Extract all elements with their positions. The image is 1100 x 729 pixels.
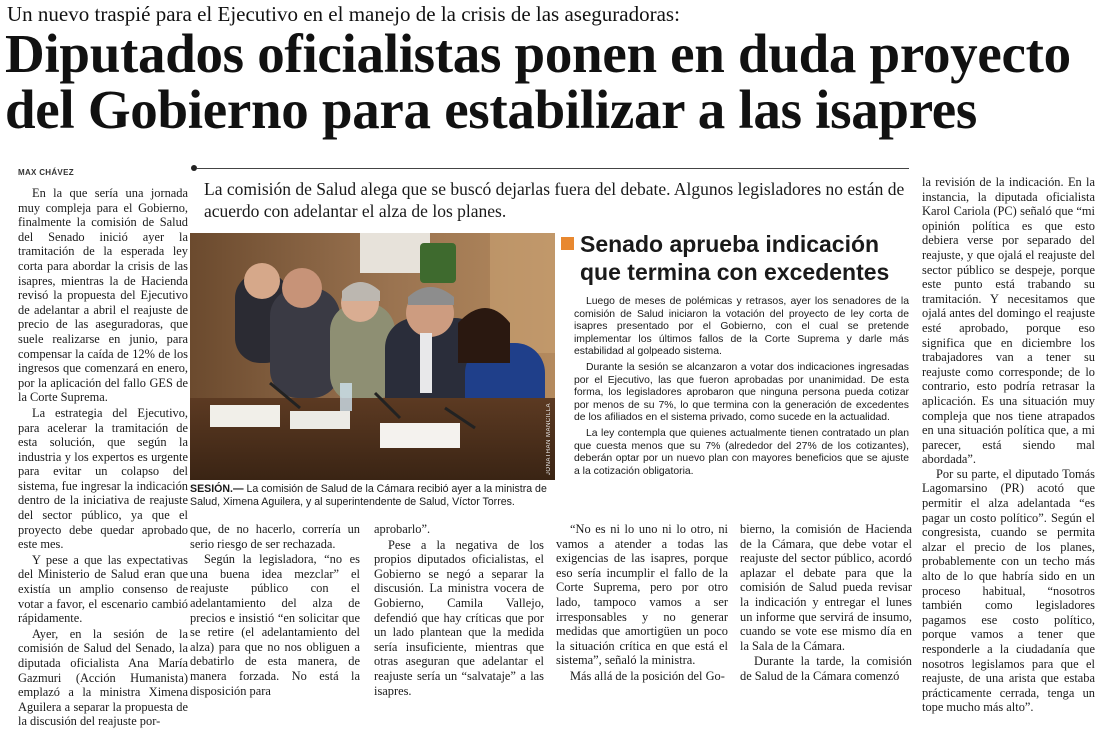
sidebar-title-line-1: Senado aprueba indicación: [580, 231, 880, 257]
body-column-3: [374, 521, 544, 698]
body-column-5: [740, 521, 912, 684]
photo-credit: JONATHAN MANCILLA: [546, 403, 552, 476]
caption-label: SESIÓN.—: [190, 483, 244, 495]
paragraph: bierno, la comisión de Hacienda de la Cámara, que debe votar el reajuste del sector público, acordó aplazar el debate para que la comisión de Salud pueda revisar la indicación y entregar el lunes un informe que servirá de insumo, cuando se vote ese mismo día en la Sala de la Cámara.: [740, 522, 912, 653]
paragraph: Pese a la negativa de los propios diputados oficialistas, el Gobierno se negó a separar la discusión. La ministra vocera de Gobierno, Camila Vallejo, defendió que hay críticas que por un lado plantean que la medida sería insuficiente, mientras que otras aseguran que adelantar el reajuste sería un “salvataje” a las isapres.: [374, 537, 544, 698]
body-column-1: [18, 178, 188, 729]
article-headline: [5, 23, 1097, 140]
paragraph: La estrategia del Ejecutivo, para acelerar la tramitación de esta solución, que según la industria y los expertos es urgente para evitar un colapso del sistema, fue ingresar la indicación dentro de la iniciativa de reajuste del sector público, ya que el proyecto debe quedar aprobado este mes.: [18, 405, 188, 552]
caption-text: La comisión de Salud de la Cámara recibió ayer a la ministra de Salud, Ximena Aguilera, y al superintendente de Salud, Víctor Torres.: [190, 483, 547, 508]
byline: MAX CHÁVEZ: [18, 168, 74, 177]
photo-illustration: [190, 233, 555, 480]
body-column-2: [190, 521, 360, 698]
sidebar-square-icon: [561, 237, 574, 250]
paragraph: Ayer, en la sesión de la comisión de Salud del Senado, la diputada oficialista Ana María Gazmuri (Acción Humanista) emplazó a la ministra Ximena Aguilera a separar la propuesta de la discusión del reajuste por-: [18, 626, 188, 729]
paragraph: aprobarlo”.: [374, 522, 431, 536]
paragraph: Según la legisladora, “no es una buena idea mezclar” el reajuste público con el adelantamiento del alza de precios e insistió “en solicitar que se retire (el adelantamiento del alza) para que no nos obliguen a debatirlo de esta manera, de manera forzada. No está la disposición para: [190, 552, 360, 698]
headline-line-1: Diputados oficialistas ponen en duda proyecto: [5, 23, 1071, 84]
paragraph: la revisión de la indicación. En la instancia, la diputada oficialista Karol Cariola (PC) señaló que “mi opinión política es que esto debiera verse por separado del reajuste, y que ojalá el reajuste del sector público se despeje, porque este punto está trabando su tramitación. Y necesitamos que ojalá antes del domingo el reajuste esté aprobado, porque eso significa que en diciembre los trabajadores van a tener su reajuste como corresponde; de lo contrario, esto podría retrasar la aplicación. Es una situación muy compleja que nos tiene atrapados en una situación política que, a mi parecer, está siendo mal abordada”.: [922, 175, 1095, 467]
sidebar-body: [574, 296, 909, 481]
paragraph: Más allá de la posición del Go-: [570, 668, 725, 683]
body-column-4: [556, 521, 728, 684]
article-deck: La comisión de Salud alega que se buscó dejarlas fuera del debate. Algunos legisladores no están de acuerdo con adelantar el alza de los planes.: [204, 179, 905, 221]
sidebar-paragraph: Durante la sesión se alcanzaron a votar dos indicaciones ingresadas por el Ejecutivo, las que fueron aprobadas por unanimidad. De esta forma, los legisladores aprobaron que ninguna persona pueda cotizar por menos de su 7%, lo que termina con la generación de excedentes de los afiliados en el sistema privado, como sucede en la actualidad.: [574, 361, 909, 424]
paragraph: En la que sería una jornada muy compleja para el Gobierno, finalmente la comisión de Salud del Senado inició ayer la tramitación de la esperada ley corta para abordar la crisis de las isapres, mientras la de Hacienda revisó la propuesta del Ejecutivo de adelantar a abril el reajuste de precio de las aseguradoras, que suele realizarse en junio, para compensar la caída de 12% de los ingresos que comenzará en enero, por la aplicación del fallo GES de la Corte Suprema.: [18, 186, 188, 405]
paragraph: Por su parte, el diputado Tomás Lagomarsino (PR) acotó que permitir el alza adelantada “es pagar un costo político”. Según el congresista, cuando se permita alzar el precio de los planes, probablemente con un techo más alto de lo que habría sido en un proceso habitual, “nosotros también como legisladores pagamos ese costo político, porque vamos a tener que responderle a la ciudadanía que nosotros legislamos para que el reajuste, de una arista que estaba prácticamente cerrada, tenga un tope mucho más alto”.: [922, 466, 1095, 715]
sidebar-title-line-2: que termina con excedentes: [580, 259, 890, 285]
headline-line-2: del Gobierno para estabilizar a las isapres: [5, 79, 978, 140]
body-column-6: [922, 175, 1095, 715]
article-kicker: Un nuevo traspié para el Ejecutivo en el manejo de la crisis de las aseguradoras:: [7, 2, 680, 26]
paragraph: que, de no hacerlo, correría un serio riesgo de ser rechazada.: [190, 522, 360, 551]
news-photo: [190, 233, 555, 480]
sidebar-paragraph: Luego de meses de polémicas y retrasos, ayer los senadores de la comisión de Salud iniciaron la votación del proyecto de ley corta de isapres presentado por el Gobierno, con el cual se pretende implementar los últimos fallos de la Corte Suprema y darle más estabilidad al golpeado sistema.: [574, 296, 909, 358]
paragraph: Y pese a que las expectativas del Ministerio de Salud eran que existía un amplio consenso de votar a favor, el escenario cambió rápidamente.: [18, 552, 188, 626]
deck-divider: [197, 168, 909, 169]
sidebar-paragraph: La ley contempla que quienes actualmente tienen contratado un plan que cuesta menos que su 7% (alrededor del 27% de los cotizantes), deberán optar por un nuevo plan con mayores beneficios que se ajuste a la cotización obligatoria.: [574, 427, 909, 477]
photo-caption: [190, 483, 556, 509]
paragraph: Durante la tarde, la comisión de Salud de la Cámara comenzó: [740, 654, 912, 683]
paragraph: “No es ni lo uno ni lo otro, ni vamos a atender a todas las exigencias de las isapres, porque eso sería incumplir el fallo de la Corte Suprema, pero por otro lado, tampoco vamos a ser irresponsables y no generar medidas que amortigüen un poco la situación crítica en que está el sistema”, señaló la ministra.: [556, 522, 728, 668]
sidebar-title: [580, 230, 910, 286]
